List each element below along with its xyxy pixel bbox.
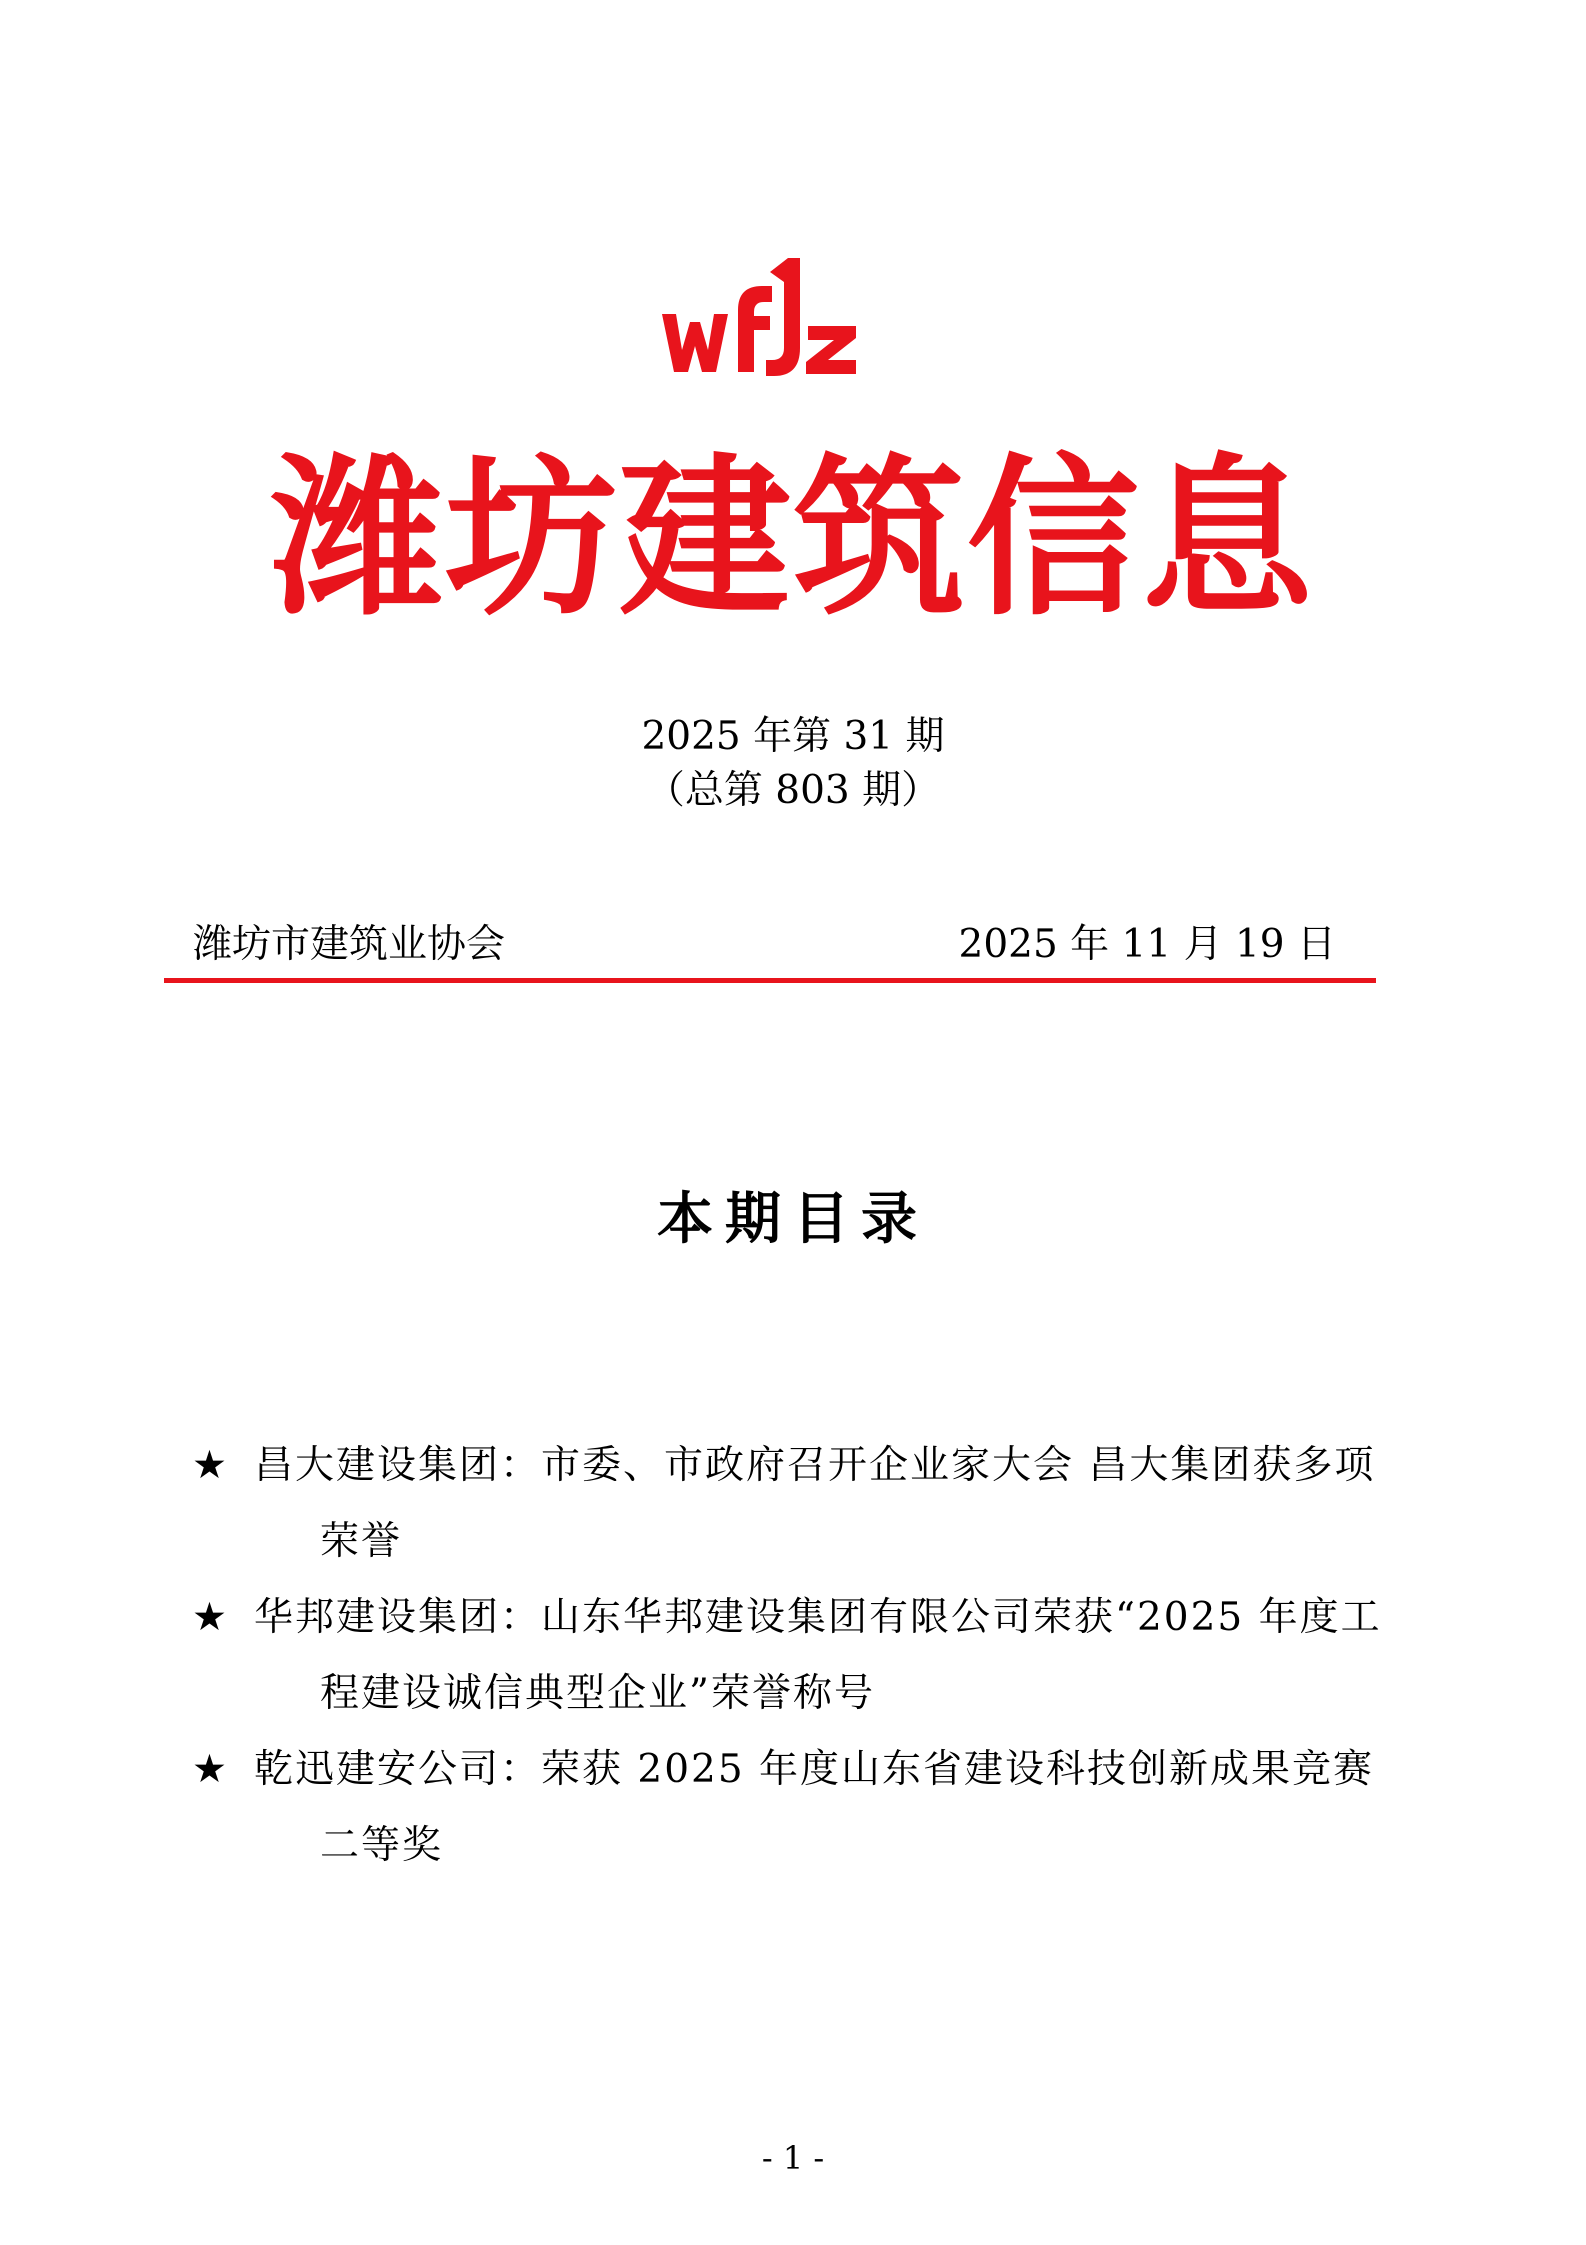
toc-item-source: 昌大建设集团：	[254, 1443, 542, 1488]
toc-item-source: 华邦建设集团：	[254, 1595, 542, 1640]
header-divider	[164, 978, 1376, 983]
publisher-name: 潍坊市建筑业协会	[193, 922, 506, 967]
issue-total-number: （总第 803 期）	[645, 768, 941, 813]
toc-title: 本期目录	[657, 1186, 929, 1252]
wfjz-logo	[660, 252, 860, 392]
page-number: - 1 -	[761, 2139, 825, 2177]
star-icon: ★	[192, 1595, 229, 1640]
toc-item[interactable]	[192, 1732, 1412, 1884]
masthead-title: 潍坊建筑信息	[271, 436, 1315, 639]
issue-number: 2025 年第 31 期	[641, 714, 945, 759]
toc-item[interactable]	[192, 1428, 1412, 1580]
star-icon: ★	[192, 1747, 229, 1792]
toc-list	[192, 1428, 1412, 1884]
toc-item-headline: 山东华邦建设集团有限公司荣获“2025 年度工程建设诚信典型企业”荣誉称号	[320, 1595, 1382, 1716]
toc-item[interactable]	[192, 1580, 1412, 1732]
toc-item-headline: 市委、市政府召开企业家大会 昌大集团获多项荣誉	[320, 1443, 1376, 1564]
toc-item-headline: 荣获 2025 年度山东省建设科技创新成果竞赛二等奖	[320, 1747, 1375, 1868]
star-icon: ★	[192, 1443, 229, 1488]
toc-item-source: 乾迅建安公司：	[254, 1747, 542, 1792]
publication-date: 2025 年 11 月 19 日	[958, 922, 1336, 967]
